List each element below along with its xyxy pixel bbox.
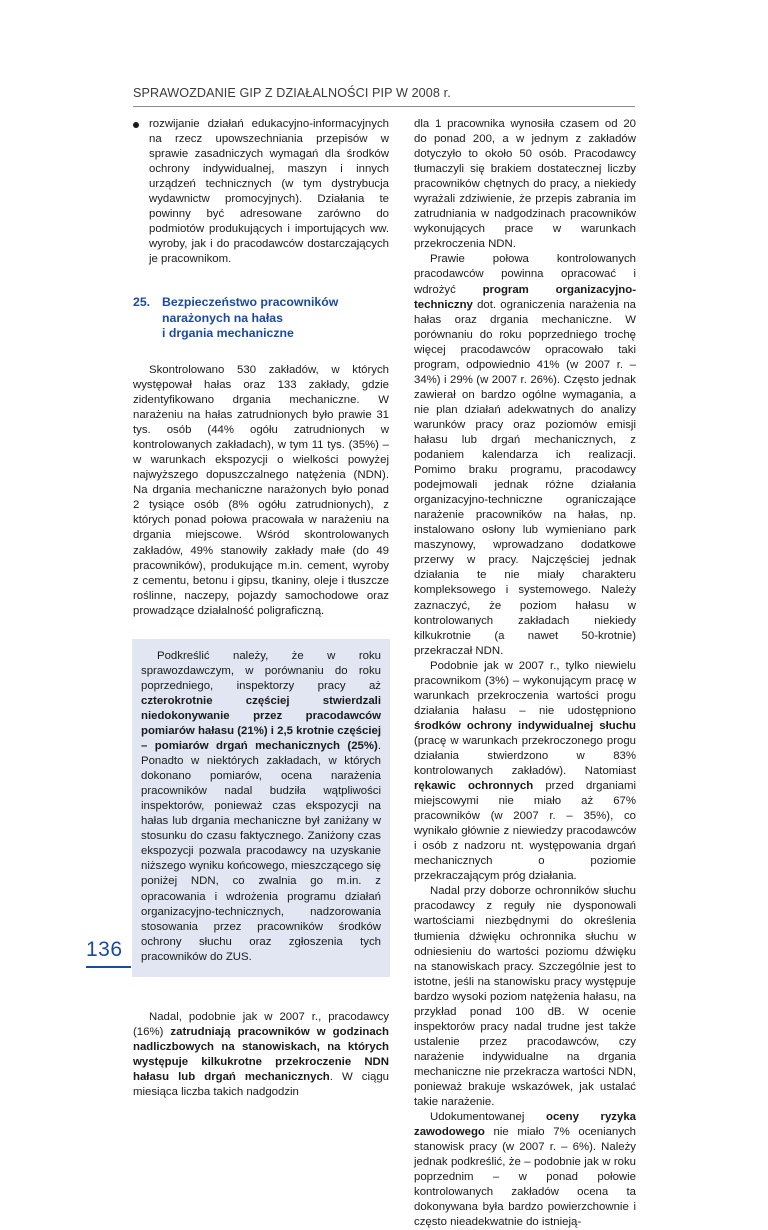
- bullet-text: rozwijanie działań edukacyjno-informacyjnych na rzecz upowszechniania przepisów w sprawie zasadniczych wymagań dla środków ochrony indywidualnej, maszyn i innych urządzeń technicznych (w tym dystrybucja wydawnictw promocyjnych). Działania te powinny być adresowane zarówno do podmiotów produkujących i importujących ww. wyroby, jak i do pracodawców dostarczających je pracownikom.: [149, 118, 389, 266]
- page-number-rule: [86, 966, 131, 968]
- text-run: Prawie połowa kontrolowanych pracodawców powinna opracować i wdrożyć: [414, 253, 636, 296]
- highlight-box: [132, 639, 390, 977]
- section-number: 25.: [133, 295, 151, 310]
- section-title: Bezpieczeństwo pracowników narażonych na hałas i drgania mechaniczne: [162, 295, 339, 341]
- bold-run: zatrudniają pracowników w godzinach nadliczbowych na stanowiskach, na których występuje kilkukrotne przekroczenie NDN hałasu lub drgań mechanicznych: [133, 1025, 389, 1083]
- text-run: . W ciągu miesiąca liczba takich nadgodzin: [133, 1070, 389, 1098]
- section-heading: [133, 295, 389, 342]
- bold-run: program organizacyjno-techniczny: [414, 283, 636, 311]
- text-run: (pracę w warunkach przekroczonego progu działania stwierdzono w 83% kontrolowanych zakładów). Natomiast: [414, 734, 636, 778]
- highlight-paragraph: [141, 649, 381, 965]
- body-paragraph: [414, 659, 636, 885]
- highlight-rest: . Ponadto w niektórych zakładach, w których dokonano pomiarów, ocena narażenia pracowników nadal budziła wątpliwości inspektorów, ponieważ czas ekspozycji na hałas lub drgania mechaniczne był zaniżany w stosunku do czasu faktycznego. Zaniżony czas ekspozycji pozwala pracodawcy na uzyskanie niższego wyniku końcowego, mieszczącego się poniżej NDN, co zwalnia go m.in. z opracowania i wdrożenia programu działań organizacyjno-technicznych, nadzorowania stosowania przez pracowników środków ochrony słuchu oraz zgłoszenia tych pracowników do ZUS.: [141, 740, 381, 963]
- highlight-intro: Podkreślić należy, że w roku sprawozdawczym, w porównaniu do roku poprzedniego, inspektorzy pracy aż: [141, 649, 381, 692]
- highlight-bold: czterokrotnie częściej stwierdzali niedokonywanie przez pracodawców pomiarów hałasu (21%) i 2,5 krotnie częściej – pomiarów drgań mechanicznych (25%): [141, 694, 381, 753]
- text-run: Podobnie jak w 2007 r., tylko niewielu pracownikom (3%) – wykonującym pracę w warunkach przekroczenia wartości progu działania hałasu – nie udostępniono: [414, 659, 636, 717]
- bold-run: środków ochrony indywidualnej słuchu: [414, 719, 636, 732]
- body-paragraph: Nadal przy doborze ochronników słuchu pracodawcy z reguły nie dysponowali wartościami niezbędnymi do określenia tłumienia dźwięku ochronnika słuchu w odniesieniu do wartości poziomu dźwięku na stanowiskach pracy. Szczególnie jest to istotne, jeśli na stanowisku pracy występuje bardzo wysoki poziom natężenia hałasu, na przykład ponad 100 dB. W ocenie inspektorów pracy nadal trudne jest także ustalenie przez pracodawców, czy narażenie indywidualne na drgania mechaniczne nie przekracza wartości NDN, ponieważ brakuje wskazówek, jak ustalać takie narażenie.: [414, 885, 636, 1109]
- text-run: przed drganiami miejscowymi nie miało aż 67% pracowników (w 2007 r. – 35%), co wynikało głównie z niewiedzy pracodawców i osób z nadzoru nt. występowania drgań mechanicznych o poziomie przekraczającym próg działania.: [414, 780, 636, 883]
- right-column: [414, 117, 636, 1230]
- body-paragraph: [414, 1110, 636, 1230]
- body-paragraph: dla 1 pracownika wynosiła czasem od 20 do ponad 200, a w jednym z zakładów dotyczyło to około 50 osób. Pracodawcy tłumaczyli się brakiem dostatecznej liczby pracowników chętnych do pracy, a niekiedy wyrażali zdziwienie, że przepis zabrania im zatrudniania w nadgodzinach pracowników wykonujących prace w warunkach przekroczenia NDN.: [414, 118, 636, 251]
- bold-run: oceny ryzyka zawodowego: [414, 1111, 636, 1139]
- bold-run: rękawic ochronnych: [414, 780, 534, 793]
- text-run: Udokumentowanej: [430, 1111, 546, 1124]
- page-number: 136: [86, 938, 123, 961]
- text-run: nie miało 7% ocenianych stanowisk pracy (w 2007 r. – 6%). Należy jednak podkreślić, że – podobnie jak w roku poprzednim – w ponad połowie kontrolowanych zakładów ocena ta dokonywana była bardzo powierzchownie i często nieadekwatnie do istnieją-: [414, 1126, 636, 1229]
- bullet-list-item: [133, 117, 389, 267]
- text-run: Nadal, podobnie jak w 2007 r., pracodawcy (16%): [133, 1010, 389, 1038]
- body-paragraph: [414, 252, 636, 658]
- running-header: SPRAWOZDANIE GIP Z DZIAŁALNOŚCI PIP W 2008 r.: [133, 86, 451, 100]
- text-run: dot. ograniczenia narażenia na hałas oraz drgania mechaniczne. W porównaniu do roku poprzedniego trochę więcej pracodawców opracowało taki program, odpowiednio 41% (w 2007 r. – 34%) i 29% (w 2007 r. 26%). Często jednak zawierał on bardzo ogólne wymagania, a nie plan działań adekwatnych do analizy warunków pracy oraz poziomów emisji hałasu lub drgań mechanicznych, z podaniem kalendarza ich realizacji. Pomimo braku programu, pracodawcy podejmowali jednak różne działania organizacyjno-techniczne ograniczające narażenie pracowników na hałas, np. instalowano osłony lub wymieniano park maszynowy, wprowadzano dodatkowe przerwy w pracy. Najczęściej jednak działania te nie miały charakteru kompleksowego i systemowego. Należy zaznaczyć, że poziom hałasu w kontrolowanych zakładach niekiedy kilkukrotnie (a nawet 50-krotnie) przekraczał NDN.: [414, 298, 636, 657]
- left-column: [133, 117, 389, 1100]
- body-paragraph: [133, 1010, 389, 1100]
- body-paragraph: Skontrolowano 530 zakładów, w których występował hałas oraz 133 zakłady, gdzie zidentyfikowano drgania mechaniczne. W narażeniu na hałas zatrudnionych było prawie 31 tys. osób (44% ogółu zatrudnionych w kontrolowanych zakładach), w tym 11 tys. (35%) – w warunkach ekspozycji o wielkości powyżej najwyższego dopuszczalnego natężenia (NDN). Na drgania mechaniczne narażonych było ponad 2 tysiące osób (8% ogółu zatrudnionych), z których ponad połowa pracowała w narażeniu na drgania miejscowe. Wśród skontrolowanych zakładów, 49% stanowiły zakłady małe (do 49 pracowników), produkujące m.in. cement, wyroby z cementu, betonu i gipsu, tkaniny, oleje i tłuszcze roślinne, naczepy, pojazdy samochodowe oraz prowadzące działalność poligraficzną.: [133, 363, 389, 617]
- bullet-dot-icon: [133, 122, 139, 128]
- header-rule: [133, 106, 635, 107]
